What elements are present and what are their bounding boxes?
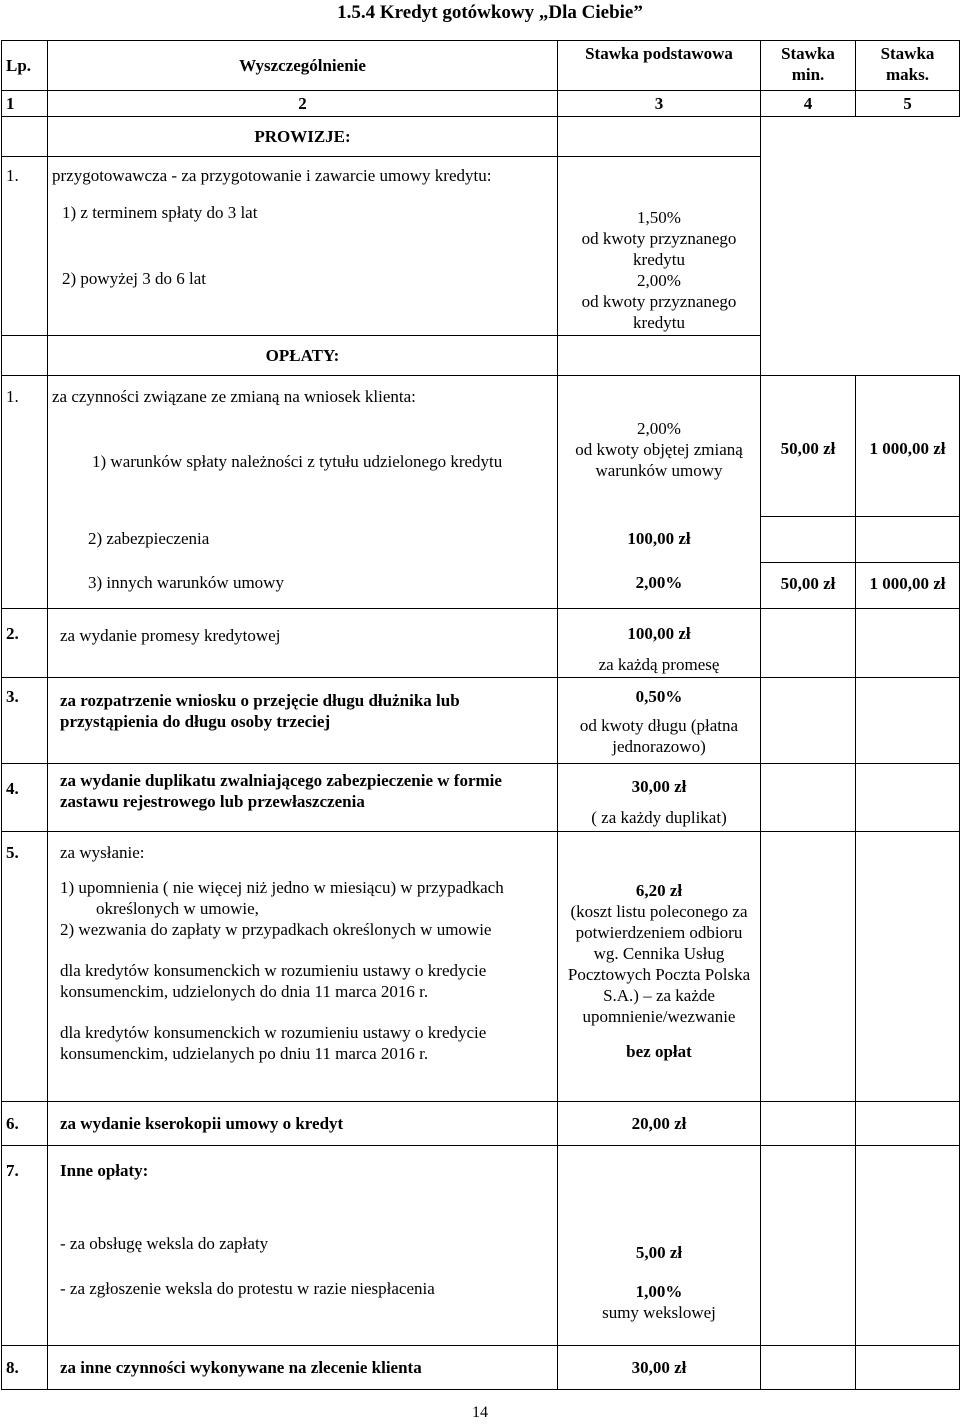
- rate-description: (koszt listu poleconego za potwierdzeniem odbioru wg. Cennika Usług Pocztowych Poczta Polska S.A.) – za każde upomnienie/wezwanie: [567, 901, 751, 1026]
- section-heading-oplaty: OPŁATY:: [48, 336, 558, 376]
- fee-title: za czynności związane ze zmianą na wniosek klienta:: [52, 387, 416, 406]
- rate-value: 1,00%: [635, 1281, 683, 1301]
- rate-value: 6,20 zł: [635, 880, 683, 900]
- rate-description: sumy wekslowej: [602, 1302, 716, 1322]
- fee-row: [2, 562, 960, 608]
- fee-description: [48, 157, 558, 336]
- header-lp: Lp.: [2, 41, 48, 91]
- rate-description: ( za każdy duplikat): [591, 807, 727, 827]
- fee-description: [48, 1145, 558, 1345]
- rate-description: za każdą promesę: [598, 654, 720, 674]
- fee-row: [2, 1101, 960, 1145]
- row-number: 5.: [2, 831, 48, 1101]
- fee-description: za wydanie promesy kredytowej: [48, 608, 558, 677]
- page-number: 14: [472, 1404, 488, 1421]
- rate-description: od kwoty przyznanego kredytu: [581, 292, 737, 332]
- fee-item: 1) upomnienia ( nie więcej niż jedno w miesiącu) w przypadkach określonych w umowie,: [60, 877, 504, 918]
- fee-title: za wysłanie:: [60, 842, 145, 862]
- col-number-5: 5: [856, 91, 960, 117]
- fee-item-label: 2) zabezpieczenia: [88, 529, 210, 548]
- row-number: 8.: [2, 1345, 48, 1389]
- fee-item-label: 3) innych warunków umowy: [88, 573, 284, 592]
- fee-row: [2, 1145, 960, 1345]
- header-max-rate: Stawka maks.: [856, 41, 960, 91]
- row-number: 1.: [2, 157, 48, 336]
- row-number: 6.: [2, 1101, 48, 1145]
- rate-description: od kwoty przyznanego kredytu: [581, 229, 737, 269]
- fee-min-rate: 50,00 zł: [761, 562, 856, 608]
- col-number-2: 2: [48, 91, 558, 117]
- fee-item: 2) powyżej 3 do 6 lat: [62, 269, 206, 288]
- fee-rate: 100,00 zł: [558, 516, 761, 562]
- rate-value: 1,50%: [637, 208, 681, 227]
- fee-min-rate: 50,00 zł: [761, 376, 856, 517]
- fee-item: - za obsługę weksla do zapłaty: [60, 1233, 269, 1253]
- fee-row: [2, 831, 960, 1101]
- col-number-3: 3: [558, 91, 761, 117]
- page-title: 1.5.4 Kredyt gotówkowy „Dla Ciebie”: [337, 2, 643, 23]
- rate-value: 0,50%: [635, 686, 683, 706]
- fee-description: [48, 376, 558, 517]
- fee-row: [2, 376, 960, 517]
- fee-item: 1) z terminem spłaty do 3 lat: [62, 203, 258, 222]
- fee-item: [48, 562, 558, 608]
- fee-note: dla kredytów konsumenckich w rozumieniu ustawy o kredycie konsumenckim, udzielonych do dnia 11 marca 2016 r.: [60, 960, 487, 1001]
- row-number: 2.: [2, 608, 48, 677]
- fee-rate: 30,00 zł: [558, 1345, 761, 1389]
- fee-title: Inne opłaty:: [60, 1160, 149, 1180]
- fee-rate: [558, 677, 761, 763]
- fee-rate: [558, 763, 761, 831]
- fee-description: za wydanie duplikatu zwalniającego zabezpieczenie w formie zastawu rejestrowego lub przewłaszczenia: [48, 763, 558, 831]
- row-number: 7.: [2, 1145, 48, 1345]
- fee-rate: [558, 608, 761, 677]
- fee-rate: [558, 831, 761, 1101]
- row-number: 4.: [2, 763, 48, 831]
- fee-row: [2, 677, 960, 763]
- section-row: [2, 117, 960, 157]
- rate-value: bez opłat: [626, 1041, 692, 1061]
- fee-item: [48, 516, 558, 562]
- fee-rate: [558, 1145, 761, 1345]
- fee-description: za rozpatrzenie wniosku o przejęcie długu dłużnika lub przystąpienia do długu osoby trzeciej: [48, 677, 558, 763]
- section-heading-prowizje: PROWIZJE:: [48, 117, 558, 157]
- fee-row: [2, 608, 960, 677]
- fee-row: [2, 516, 960, 562]
- column-number-row: [2, 91, 960, 117]
- fee-rate: 2,00%: [558, 562, 761, 608]
- header-min-rate: Stawka min.: [761, 41, 856, 91]
- fee-rate: [558, 157, 761, 336]
- rate-description: od kwoty długu (płatna jednorazowo): [579, 715, 739, 756]
- header-base-rate: Stawka podstawowa: [558, 41, 761, 91]
- fee-row: [2, 763, 960, 831]
- fee-rate: 20,00 zł: [558, 1101, 761, 1145]
- rate-description: od kwoty objętej zmianą warunków umowy: [575, 440, 743, 480]
- fee-description: [48, 831, 558, 1101]
- rate-value: 5,00 zł: [635, 1242, 683, 1262]
- fee-item: 1) warunków spłaty należności z tytułu udzielonego kredytu: [92, 452, 503, 471]
- fee-rate: [558, 376, 761, 517]
- rate-value: 2,00%: [637, 271, 681, 290]
- fee-max-rate: 1 000,00 zł: [856, 376, 960, 517]
- fee-description: za inne czynności wykonywane na zlecenie klienta: [48, 1345, 558, 1389]
- col-number-4: 4: [761, 91, 856, 117]
- fee-table: [1, 40, 960, 1390]
- fee-description: za wydanie kserokopii umowy o kredyt: [48, 1101, 558, 1145]
- fee-title: przygotowawcza - za przygotowanie i zawarcie umowy kredytu:: [52, 166, 492, 185]
- fee-item: 2) wezwania do zapłaty w przypadkach określonych w umowie: [60, 919, 492, 939]
- fee-row: [2, 1345, 960, 1389]
- rate-value: 2,00%: [637, 419, 681, 438]
- rate-value: 100,00 zł: [627, 623, 691, 643]
- header-description: Wyszczególnienie: [48, 41, 558, 91]
- col-number-1: 1: [2, 91, 48, 117]
- row-number: 1.: [2, 376, 48, 517]
- fee-note: dla kredytów konsumenckich w rozumieniu ustawy o kredycie konsumenckim, udzielanych po dniu 11 marca 2016 r.: [60, 1022, 487, 1063]
- rate-value: 30,00 zł: [631, 776, 687, 796]
- row-number: 3.: [2, 677, 48, 763]
- fee-max-rate: 1 000,00 zł: [856, 562, 960, 608]
- fee-item: - za zgłoszenie weksla do protestu w razie niespłacenia: [60, 1278, 435, 1298]
- header-row: [2, 41, 960, 91]
